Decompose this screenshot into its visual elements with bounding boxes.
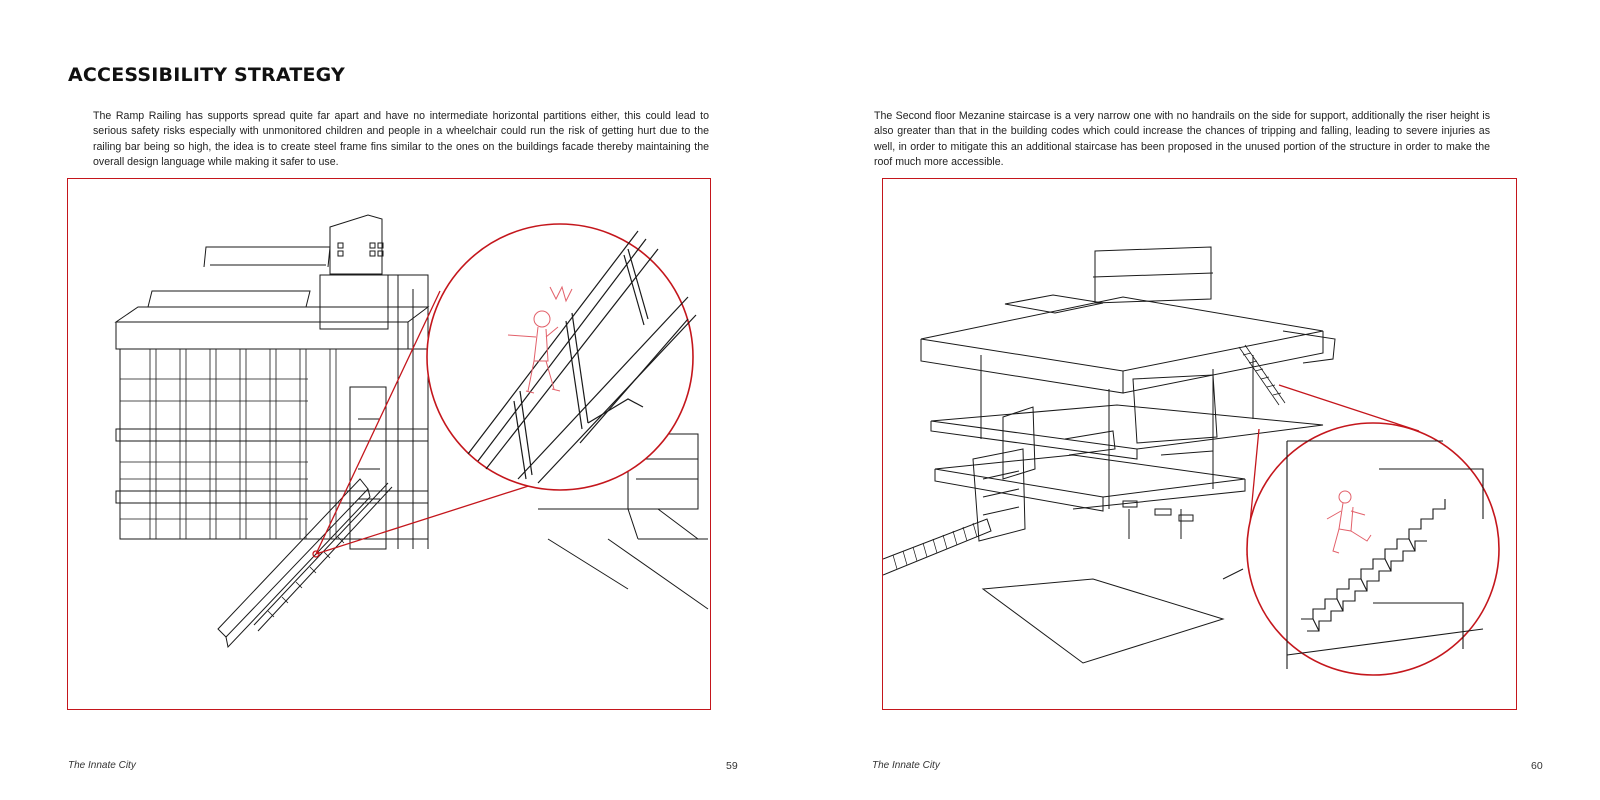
zoom-detail-circle bbox=[1247, 423, 1499, 675]
right-page bbox=[800, 0, 1600, 800]
zoom-detail-circle bbox=[427, 224, 696, 490]
ramp-railing-paragraph: The Ramp Railing has supports spread quite far apart and have no intermediate horizontal partitions either, this could lead to serious safety risks especially with unmonitored children and people in a wheelchair could run the risk of getting hurt due to the railing bar being so high, the idea is to create steel frame fins similar to the ones on the buildings facade thereby maintaining the overall design language while making it safer to use. bbox=[93, 110, 709, 168]
mezzanine-staircase-paragraph: The Second floor Mezanine staircase is a very narrow one with no handrails on the side for support, additionally the riser height is also greater than that in the building codes which could increase the chances of tripping and falling, leading to severe injuries as well, in order to mitigate this an additional staircase has been proposed in the unused portion of the structure in order to make the roof much more accessible. bbox=[874, 110, 1490, 168]
page-number: 60 bbox=[1531, 760, 1543, 772]
ramp-railing-illustration bbox=[67, 178, 711, 710]
mezzanine-staircase-illustration bbox=[882, 178, 1517, 710]
page-title: ACCESSIBILITY STRATEGY bbox=[68, 64, 345, 86]
page-number: 59 bbox=[726, 760, 738, 772]
book-title-footer: The Innate City bbox=[68, 760, 136, 771]
book-title-footer: The Innate City bbox=[872, 760, 940, 771]
